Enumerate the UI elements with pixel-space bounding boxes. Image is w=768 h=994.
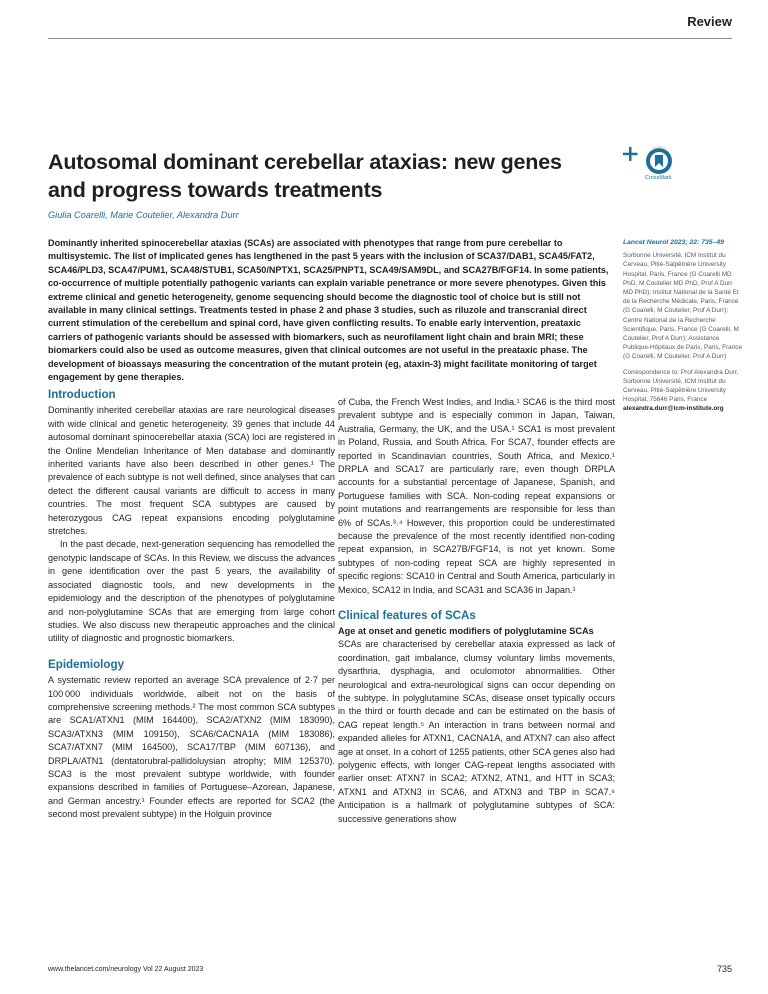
body-column-right <box>338 396 615 826</box>
paragraph: SCAs are characterised by cerebellar ataxia expressed as lack of coordination, gait imbalance, clumsy voluntary limbs movements, dysarthria, dysphagia, and oculomotor abnormalities. Other neurological and extra-neurological signs can occur depending on the subtype. In polyglutamine SCAs, disease onset typically occurs in the third or fourth decade and can be estimated on the basis of CAG repeat length.⁵ An interaction in trans between normal and expanded alleles for ATXN1, CACNA1A, and ATXN7 can also affect age at onset. In a cohort of 1255 patients, other SCA genes also had polygenic effects, with longer CAG-repeat lengths associated with earlier onset: ATXN7 in SCA2; ATXN2, ATN1, and HTT in SCA3; ATXN1 and ATXN3 in SCA6, and ATXN3 and TBP in SCA7.⁶ Anticipation is a hallmark of polyglutamine subtypes of SCA: successive generations show <box>338 639 615 824</box>
author-affiliations: Sorbonne Université, ICM Institut du Cerveau, Pitié-Salpêtrière University Hospital, Paris, France (G Coarelli MD PhD, M Coutelier MD PhD, Prof A Durr MD PhD); Institut National de la Santé Et de la Recherche Médicale, Paris, France (G Coarelli, M Coutelier, Prof A Durr); Centre National de la Recherche Scientifique, Paris, France (G Coarelli, M Coutelier, Prof A Durr); Assistance Publique-Hôpitaux de Paris, Paris, France (G Coarelli, M Coutelier, Prof A Durr) <box>623 252 742 361</box>
body-column-left <box>48 388 335 822</box>
footer-journal-url[interactable]: www.thelancet.com/neurology Vol 22 August 2023 <box>48 966 204 973</box>
correspondence: Correspondence to: Prof Alexandra Durr, Sorbonne Université, ICM Institut du Cerveau, Pitié-Salpêtrière University Hospital, 75646 Paris, France <box>623 368 739 404</box>
paragraph: A systematic review reported an average SCA prevalence of 2·7 per 100 000 individuals worldwide, albeit not on the basis of comprehensive screening methods.² The most common SCA subtypes are SCA1/ATXN1 (MIM 164400), SCA2/ATXN2 (MIM 183090), SCA3/ATXN3 (MIM 109150), SCA6/CACNA1A (MIM 183086), SCA7/ATXN7 (MIM 164500), SCA17/TBP (MIM 607136), and DRPLA/ATN1 (dentatorubral-pallidoluysian atrophy; MIM 125370). SCA3 is the most prevalent subtype worldwide, with founder expansions described in families of Portuguese–Azorean, Japanese, and German ancestry.¹ Founder effects are reported for SCA2 (the second most prevalent subtype) in the Holguin province <box>48 675 335 820</box>
margin-sidebar <box>623 238 743 414</box>
section-heading-epidemiology: Epidemiology <box>48 657 125 671</box>
section-label: Review <box>687 14 732 29</box>
section-spacer <box>48 646 335 658</box>
abstract-text: Dominantly inherited spinocerebellar ataxias (SCAs) are associated with phenotypes that range from pure cerebellar to multisystemic. The list of implicated genes has lengthened in the past 5 years with the inclusion of SCA37/DAB1, SCA45/FAT2, SCA46/PLD3, SCA47/PUM1, SCA48/STUB1, SCA50/NPTX1, SCA25/PNPT1, SCA49/SAM9DL, and SCA27B/FGF14. In some patients, co-occurrence of multiple potentially pathogenic variants can explain variable penetrance or more severe phenotypes. Given this extreme clinical and genetic heterogeneity, genome sequencing should become the diagnostic tool of choice but is still not available in many clinical settings. Treatments tested in phase 2 and phase 3 studies, such as riluzole and transcranial direct current stimulation of the cerebellum and spinal cord, have given conflicting results. To enable early intervention, preataxic carriers of pathogenic variants should be assessed with biomarkers, such as neurofilament light chain and brain MRI; these biomarkers could also be used as outcome measures, given that clinical outcomes are not useful in the preataxic phase. The development of bioassays measuring the concentration of the mutant protein (eg, ataxin-3) might facilitate monitoring of target engagement by gene therapies. <box>48 238 609 383</box>
paragraph: Dominantly inherited cerebellar ataxias are rare neurological diseases with wide clinical and genetic heterogeneity. 39 genes that include 44 autosomal dominant spinocerebellar ataxia (SCA) loci are registered in the Online Mendelian Inheritance of Men database and dominantly inherited variants have also been described in other genes.¹ The prevalence of each subtype is not well defined, since analyses that can detect the different causal variants are difficult to access in many countries. The most frequent SCA subtypes are caused by heterozygous CAG repeat expansions encoding polyglutamine stretches. <box>48 405 335 537</box>
author-list: Giulia Coarelli, Marie Coutelier, Alexandra Durr <box>48 210 239 220</box>
subsection-heading: Age at onset and genetic modifiers of polyglutamine SCAs <box>338 625 594 636</box>
abstract <box>48 237 615 384</box>
correspondence-email[interactable]: alexandra.durr@icm-institute.org <box>623 405 724 413</box>
section-spacer <box>338 597 615 609</box>
article-title: Autosomal dominant cerebellar ataxias: new genes and progress towards treatments <box>48 150 562 202</box>
header-divider <box>48 38 732 39</box>
section-heading-introduction: Introduction <box>48 388 116 401</box>
crossmark-label[interactable]: CrossMark <box>645 175 672 181</box>
section-heading-clinical-features: Clinical features of SCAs <box>338 609 476 623</box>
paragraph: of Cuba, the French West Indies, and India.¹ SCA6 is the third most prevalent subtype and is especially common in Japan, Taiwan, Australia, Germany, the UK, and the USA.¹ SCA1 is most prevalent in Poland, Russia, and South Africa. For SCA7, founder effects are reported in Scandinavian countries, South Africa, and Mexico.¹ DRPLA and SCA17 are particularly rare, even though DRPLA accounts for a substantial percentage of Japanese, Spanish, and Portuguese families with SCA. Non-coding repeat expansions or point mutations and rearrangements are responsible for less than 6% of SCAs.³˒⁴ However, this proportion could be underestimated because the prevalence of the most recently identified non-coding repeat expansion, in SCA27B/FGF14, is not yet known. Some subtypes of non-coding repeat SCA are highly represented in specific regions: SCA10 in Central and South America, particularly in Mexico, SCA12 in India, and SCA31 and SCA36 in Japan.¹ <box>338 397 615 595</box>
journal-citation: Lancet Neurol 2023; 22: 735–49 <box>623 239 724 246</box>
paragraph: In the past decade, next-generation sequencing has remodelled the genotypic landscape of SCAs. In this Review, we discuss the advances in gene identification over the past 5 years, the availability of associated diagnostic tools, and new developments in the epidemiology and the description of the phenotypes of polyglutamine and non-polyglutamine SCAs that are emerging from large cohort studies. We also discuss new therapeutic approaches and the clinical utility of diagnostic and prognostic biomarkers. <box>48 539 335 644</box>
page-number: 735 <box>716 964 732 974</box>
